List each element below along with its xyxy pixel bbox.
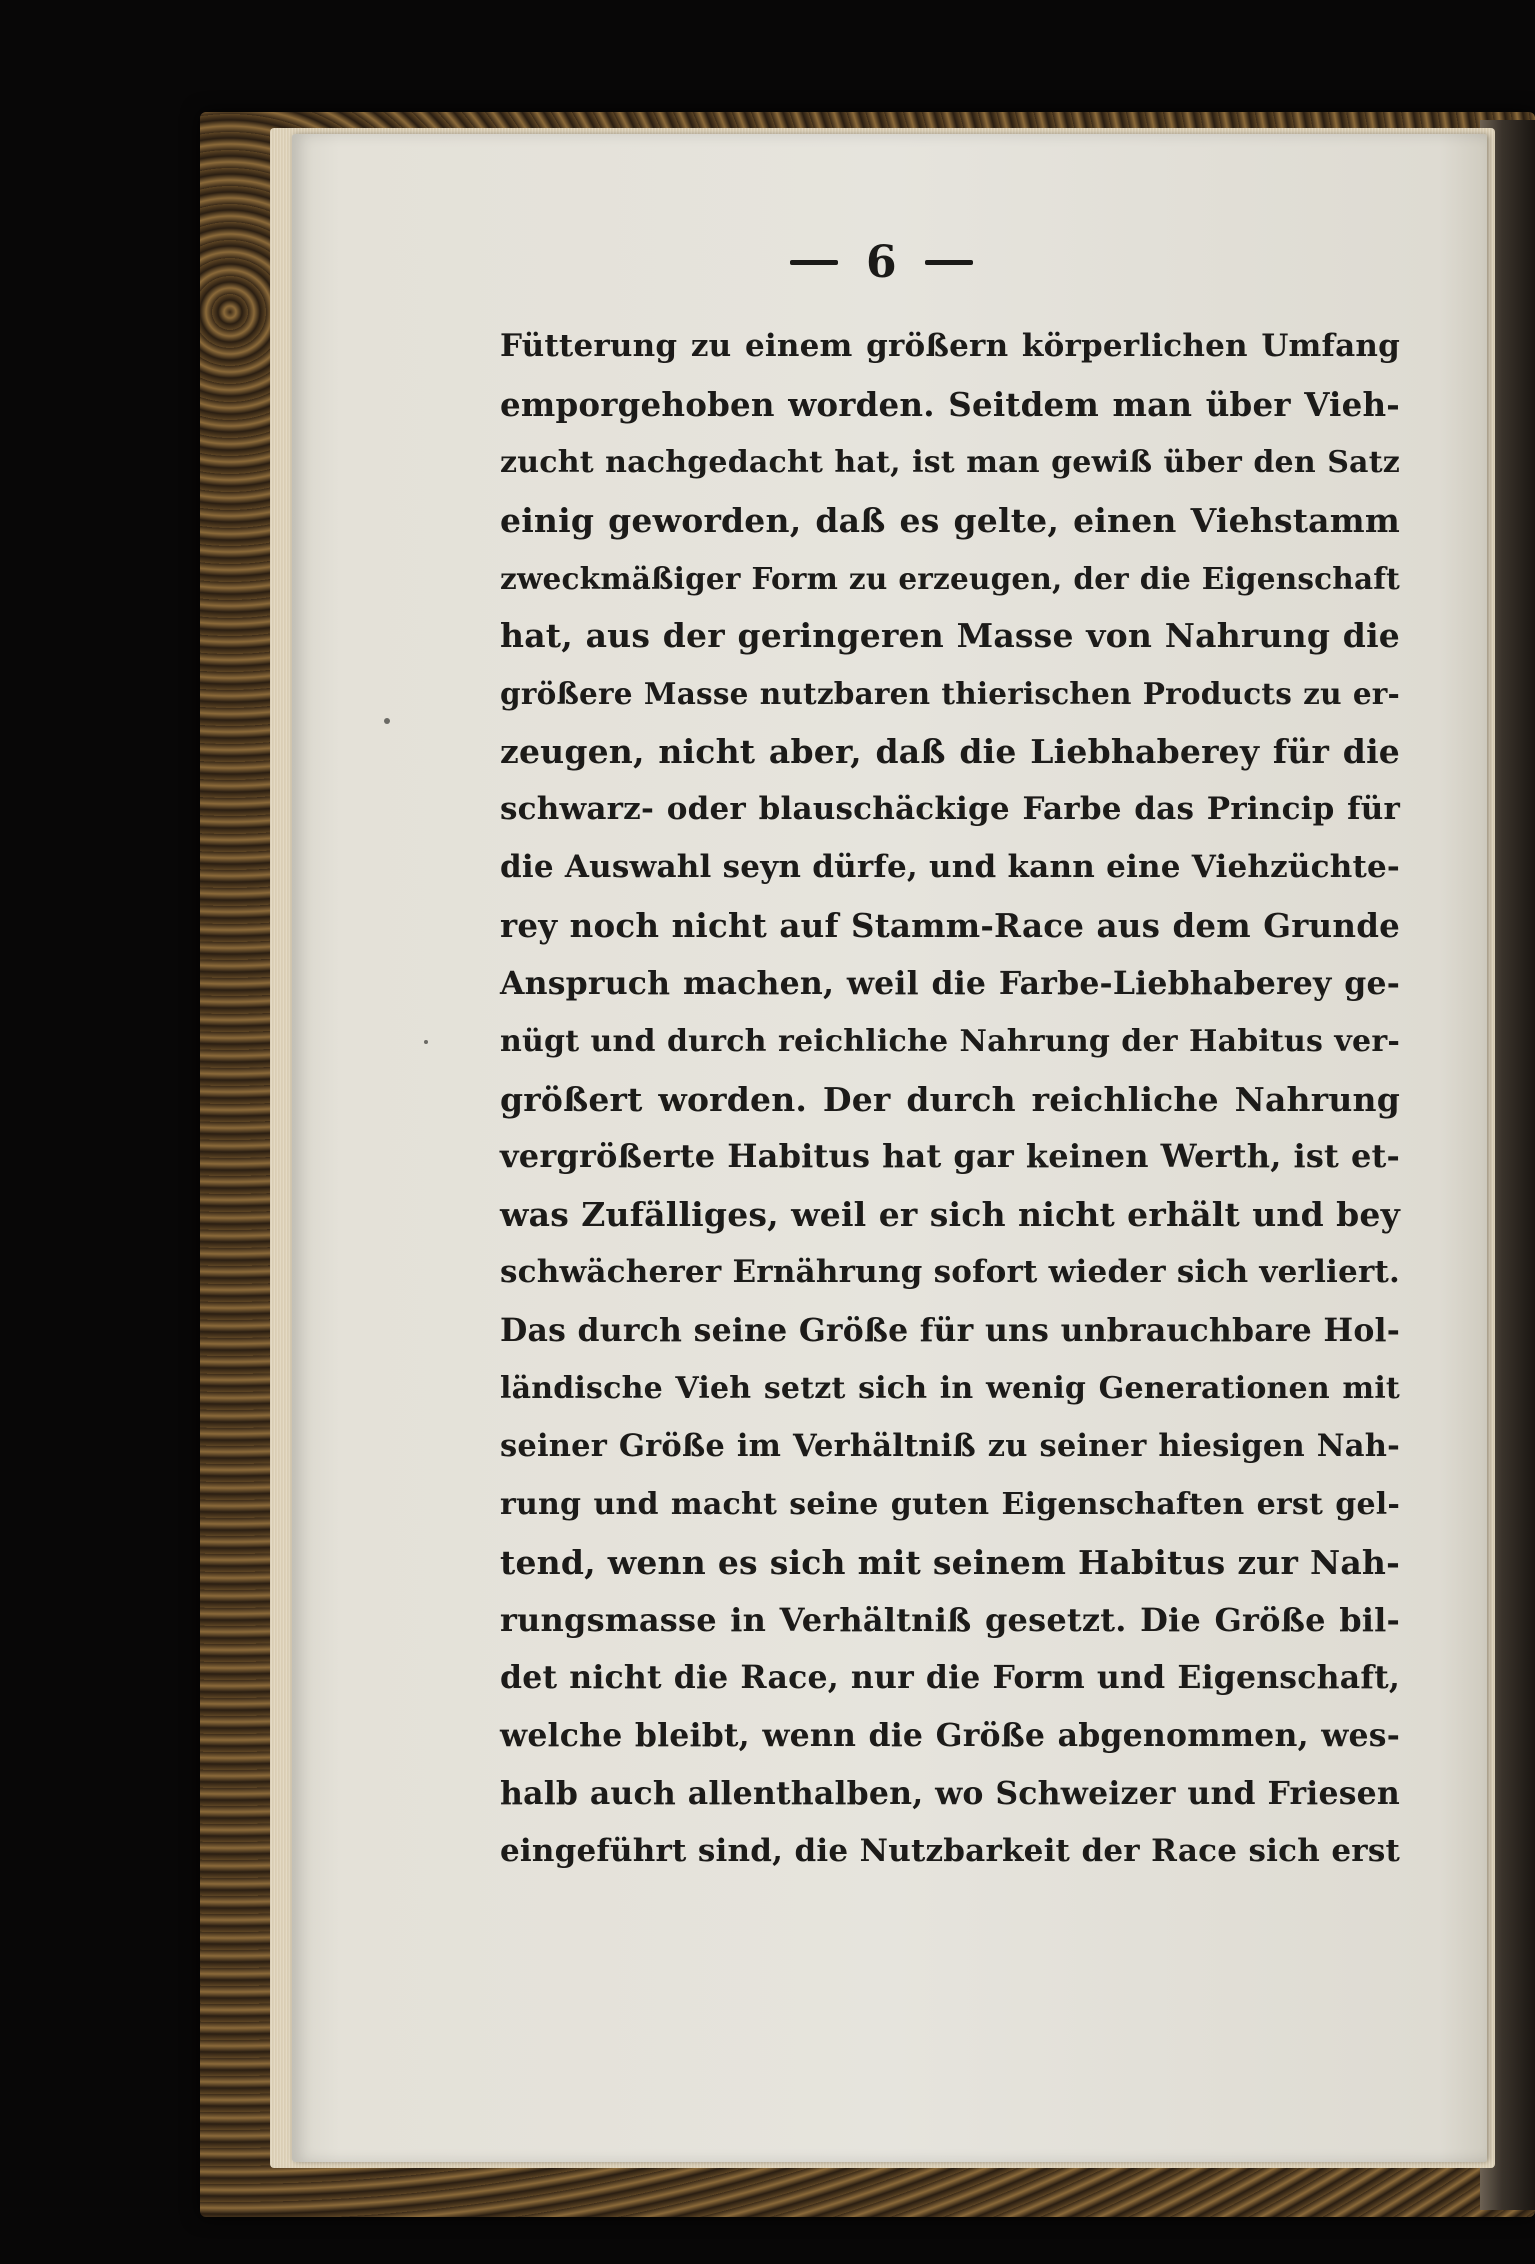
text-line: größert worden. Der durch reichliche Nahrung	[500, 1079, 1400, 1119]
text-line: rey noch nicht auf Stamm-Race aus dem Grunde	[500, 905, 1400, 945]
text-line: was Zufälliges, weil er sich nicht erhält und bey	[500, 1195, 1400, 1235]
margin-speck	[384, 718, 390, 724]
text-line: Fütterung zu einem größern körperlichen Umfang	[500, 328, 1400, 364]
running-head	[790, 232, 1090, 292]
body-text	[500, 318, 1400, 1881]
text-line: rung und macht seine guten Eigenschaften erst gel-	[500, 1486, 1400, 1522]
text-line: hat, aus der geringeren Masse von Nahrung die	[500, 616, 1400, 656]
text-line: eingeführt sind, die Nutzbarkeit der Race sich erst	[500, 1833, 1400, 1870]
running-head-dash-right	[925, 260, 973, 265]
text-line: einig geworden, daß es gelte, einen Viehstamm	[500, 500, 1400, 540]
text-line: größere Masse nutzbaren thierischen Products zu er-	[500, 676, 1400, 712]
text-line: seiner Größe im Verhältniß zu seiner hiesigen Nah-	[500, 1427, 1400, 1464]
text-line: schwarz- oder blauschäckige Farbe das Princip für	[500, 791, 1400, 828]
text-line: ländische Vieh setzt sich in wenig Generationen mit	[500, 1371, 1400, 1407]
text-line: zeugen, nicht aber, daß die Liebhaberey für die	[500, 732, 1400, 772]
margin-speck	[424, 1040, 428, 1044]
text-line: det nicht die Race, nur die Form und Eigenschaft,	[500, 1659, 1400, 1697]
text-line: vergrößerte Habitus hat gar keinen Werth, ist et-	[500, 1137, 1400, 1176]
text-line: schwächerer Ernährung sofort wieder sich verliert.	[500, 1254, 1400, 1291]
text-line: tend, wenn es sich mit seinem Habitus zur Nah-	[500, 1542, 1400, 1582]
text-line: nügt und durch reichliche Nahrung der Habitus ver-	[500, 1023, 1400, 1059]
text-line: Anspruch machen, weil die Farbe-Liebhaberey ge-	[500, 964, 1400, 1002]
text-line: Das durch seine Größe für uns unbrauchbare Hol-	[500, 1312, 1400, 1350]
text-line: halb auch allenthalben, wo Schweizer und Friesen	[500, 1775, 1400, 1813]
running-head-dash-left	[790, 260, 838, 265]
text-line: emporgehoben worden. Seitdem man über Vieh-	[500, 384, 1400, 424]
text-line: welche bleibt, wenn die Größe abgenommen, wes-	[500, 1717, 1400, 1755]
page-number: 6	[866, 236, 897, 288]
text-line: zucht nachgedacht hat, ist man gewiß über den Satz	[500, 444, 1400, 480]
text-line: rungsmasse in Verhältniß gesetzt. Die Größe bil-	[500, 1600, 1400, 1639]
text-line: zweckmäßiger Form zu erzeugen, der die Eigenschaft	[500, 560, 1400, 596]
text-line: die Auswahl seyn dürfe, und kann eine Viehzüchte-	[500, 849, 1400, 886]
